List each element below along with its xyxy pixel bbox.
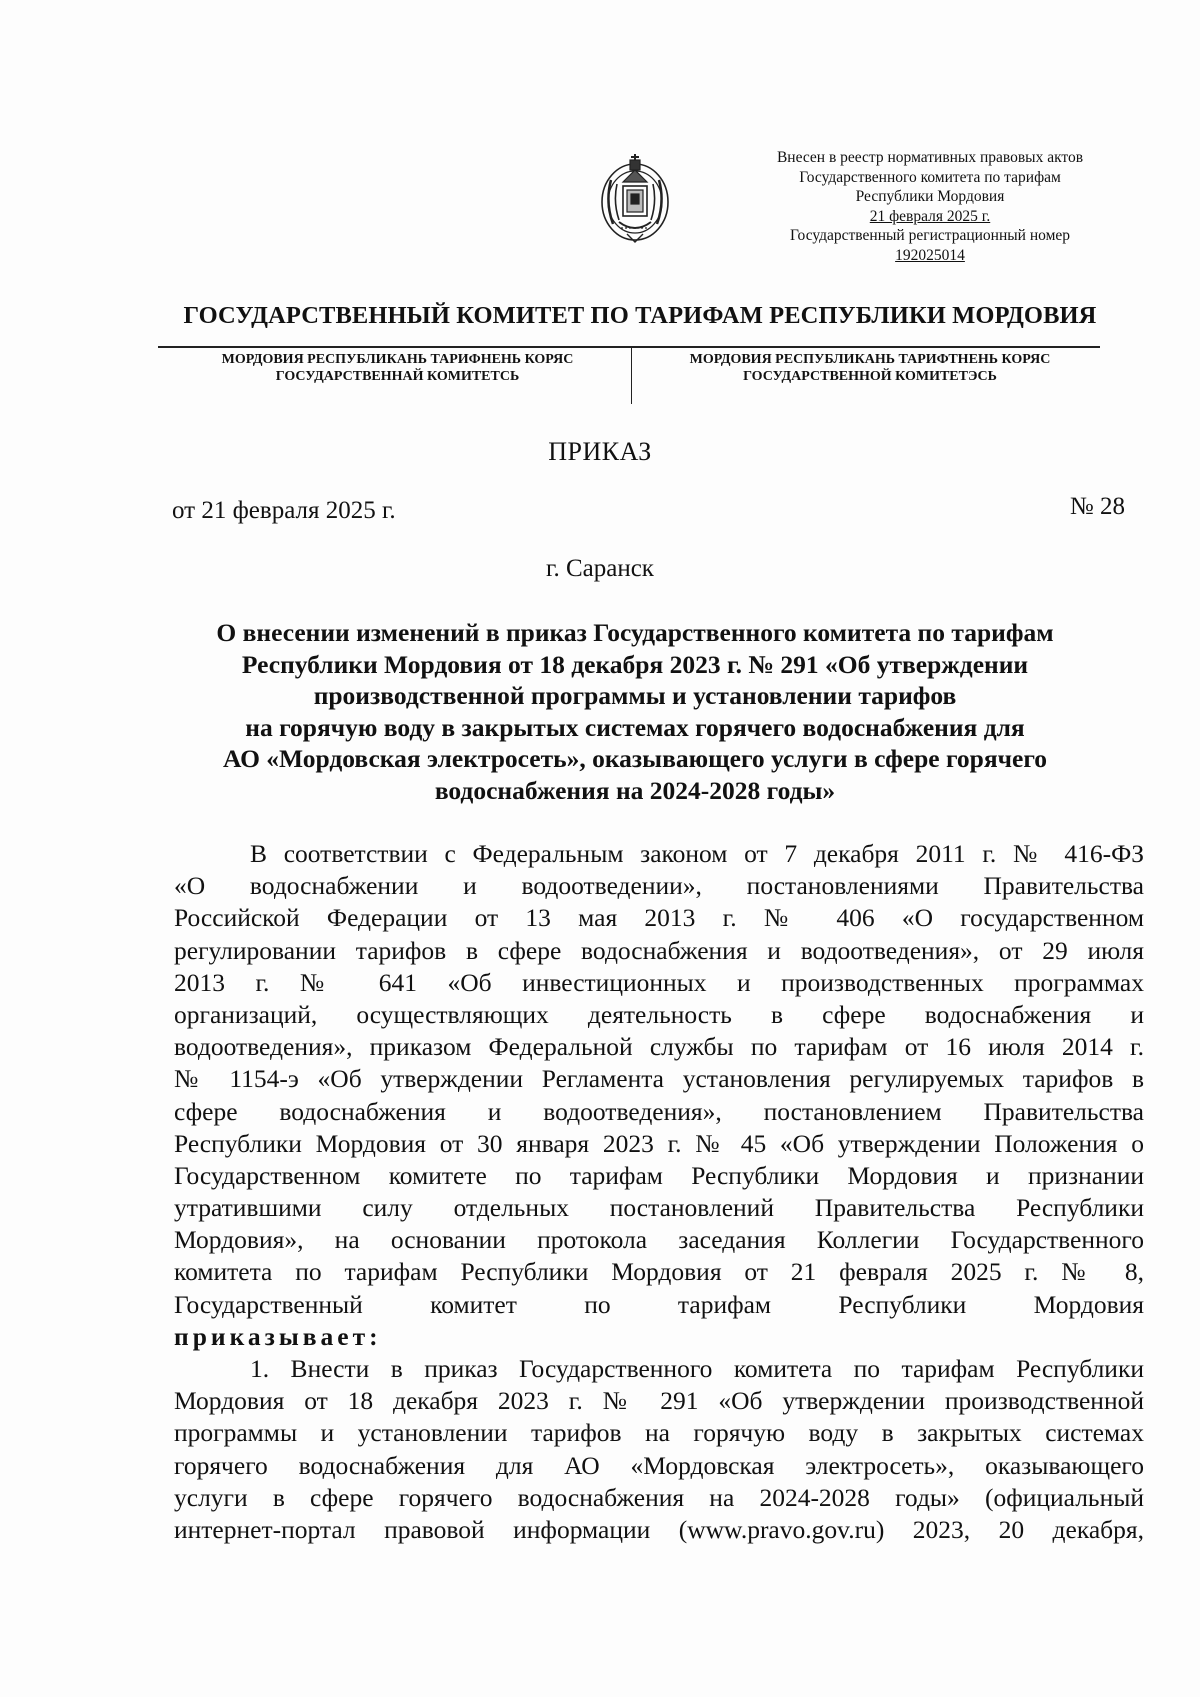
orders-line: [174, 1321, 1144, 1353]
subject-line: водоснабжения на 2024-2028 годы»: [434, 775, 836, 805]
item1-line: 1. Внести в приказ Государственного комитета по тарифам Республики: [250, 1354, 1144, 1383]
body-line: сфере водоснабжения и водоотведения», постановлением Правительства: [174, 1096, 1144, 1126]
body-line: Государственный комитет по тарифам Республики Мордовия: [174, 1289, 1144, 1319]
header-line: МОРДОВИЯ РЕСПУБЛИКАНЬ ТАРИФНЕНЬ КОРЯС: [221, 352, 574, 367]
header-divider-line: [158, 346, 1100, 348]
order-title: ПРИКАЗ: [548, 437, 652, 466]
registry-line: Внесен в реестр нормативных правовых актов: [776, 149, 1084, 166]
body-line: 2013 г. № 641 «Об инвестиционных и производственных программах: [174, 967, 1144, 997]
body-line: Государственном комитете по тарифам Республики Мордовия и признании: [174, 1160, 1144, 1190]
body-line: организаций, осуществляющих деятельность в сфере водоснабжения и: [174, 999, 1144, 1029]
body-line: регулировании тарифов в сфере водоснабжения и водоотведения», от 29 июля: [174, 935, 1144, 965]
body-line: В соответствии с Федеральным законом от 7 декабря 2011 г. № 416-ФЗ: [250, 839, 1144, 868]
body-line: водоотведения», приказом Федеральной службы по тарифам от 16 июля 2014 г.: [174, 1032, 1144, 1062]
registry-stamp: [740, 148, 1120, 265]
body-line: Республики Мордовия от 30 января 2023 г. № 45 «Об утверждении Положения о: [174, 1128, 1144, 1158]
body-line: № 1154-э «Об утверждении Регламента установления регулируемых тарифов в: [174, 1064, 1144, 1094]
header-line: ГОСУДАРСТВЕННАЙ КОМИТЕТСЬ: [275, 369, 520, 384]
subject-line: Республики Мордовия от 18 декабря 2023 г. № 291 «Об утверждении: [241, 649, 1029, 679]
subject-line: на горячую воду в закрытых системах горячего водоснабжения для: [245, 712, 1025, 742]
order-date: от 21 февраля 2025 г.: [172, 497, 396, 524]
item1-line: интернет-портал правовой информации (www.pravo.gov.ru) 2023, 20 декабря,: [174, 1514, 1144, 1544]
orders-word: приказывает:: [174, 1321, 382, 1351]
city: г. Саранск: [546, 555, 654, 582]
header-erzya-name: [650, 351, 1090, 385]
subject-line: производственной программы и установлении тарифов: [313, 681, 957, 710]
registry-number: 192025014: [895, 246, 965, 264]
order-body: [174, 838, 1144, 1546]
registry-line: Государственного комитета по тарифам: [799, 168, 1061, 186]
header-line: ГОСУДАРСТВЕННОЙ КОМИТЕТЭСЬ: [743, 369, 997, 384]
body-line: утратившими силу отдельных постановлений Правительства Республики: [174, 1193, 1144, 1223]
subject-line: АО «Мордовская электросеть», оказывающего услуги в сфере горячего: [222, 744, 1048, 773]
header-moksha-name: [185, 351, 610, 385]
subject-line: О внесении изменений в приказ Государственного комитета по тарифам: [216, 618, 1054, 647]
committee-title: ГОСУДАРСТВЕННЫЙ КОМИТЕТ ПО ТАРИФАМ РЕСПУБЛИКИ МОРДОВИЯ: [183, 302, 1097, 329]
body-line: Мордовия», на основании протокола заседания Коллегии Государственного: [174, 1225, 1144, 1255]
item1-line: горячего водоснабжения для АО «Мордовская электросеть», оказывающего: [174, 1450, 1144, 1480]
registry-line: Республики Мордовия: [855, 188, 1005, 205]
registry-line: Государственный регистрационный номер: [789, 227, 1071, 244]
body-line: «О водоснабжении и водоотведении», постановлениями Правительства: [174, 871, 1144, 901]
item1-line: программы и установлении тарифов на горячую воду в закрытых системах: [174, 1418, 1144, 1448]
header-vertical-divider: [631, 348, 632, 404]
body-line: комитета по тарифам Республики Мордовия от 21 февраля 2025 г. № 8,: [174, 1257, 1144, 1287]
item1-line: услуги в сфере горячего водоснабжения на 2024-2028 годы» (официальный: [174, 1482, 1144, 1512]
header-line: МОРДОВИЯ РЕСПУБЛИКАНЬ ТАРИФТНЕНЬ КОРЯС: [689, 352, 1051, 367]
body-line: Российской Федерации от 13 мая 2013 г. № 406 «О государственном: [174, 903, 1144, 933]
item1-line: Мордовия от 18 декабря 2023 г. № 291 «Об утверждении производственной: [174, 1386, 1144, 1416]
order-subject: [170, 617, 1100, 806]
order-number: № 28: [1069, 493, 1125, 520]
coat-of-arms-icon: [597, 150, 673, 246]
registry-date: 21 февраля 2025 г.: [869, 207, 991, 225]
